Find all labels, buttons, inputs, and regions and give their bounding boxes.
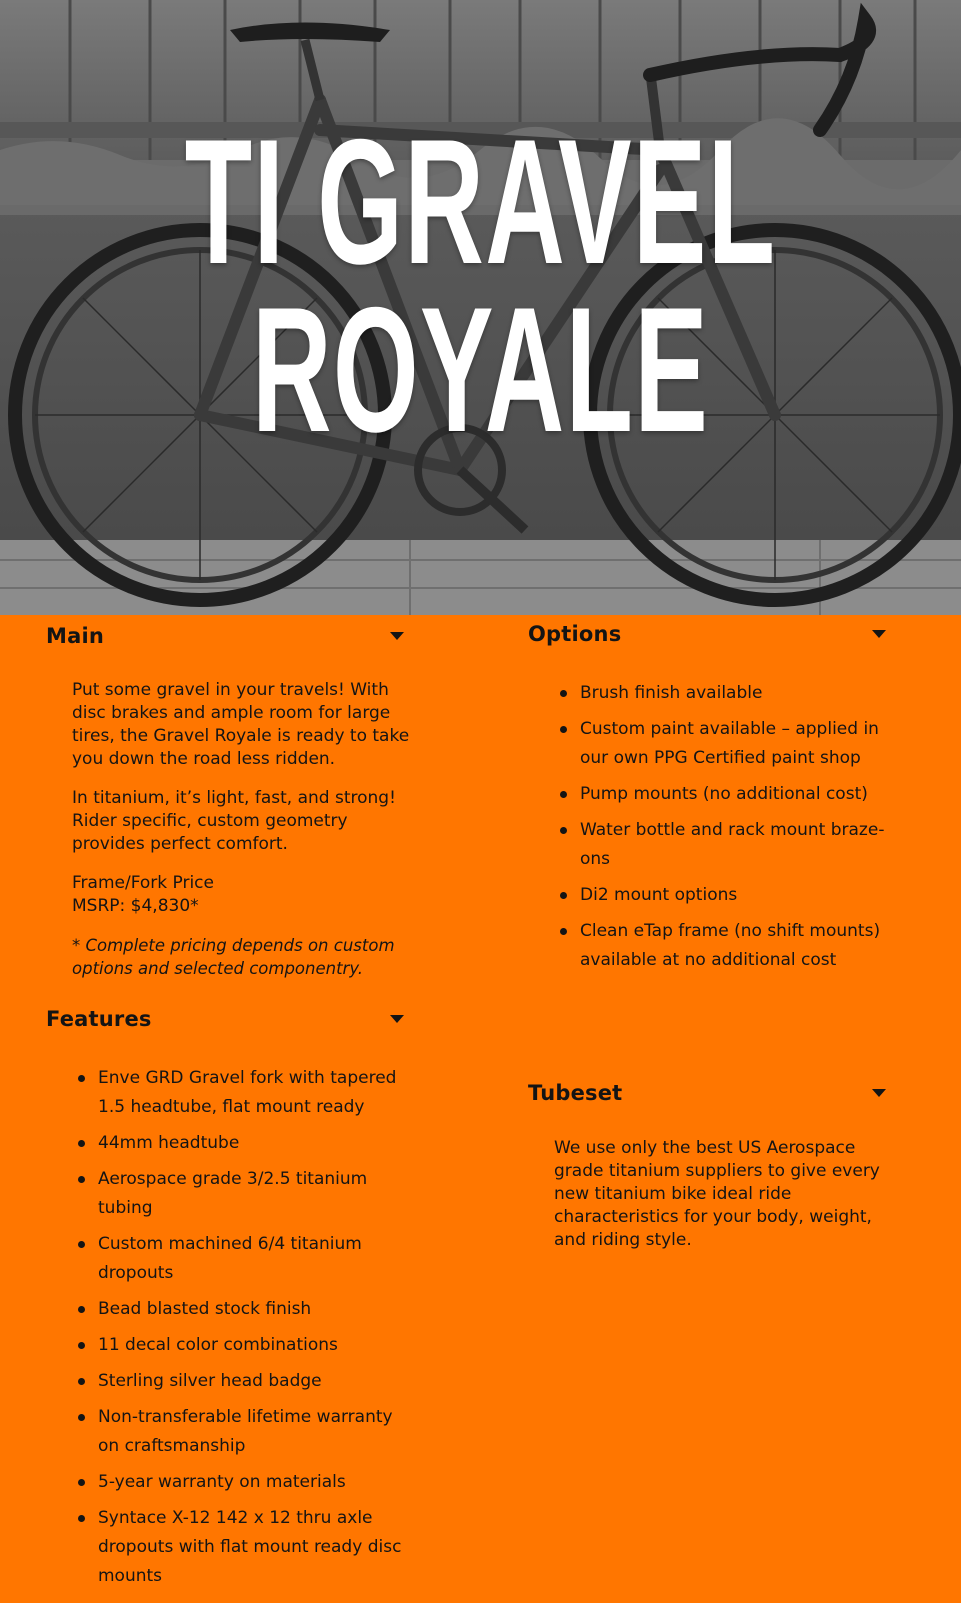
list-item: Di2 mount options <box>530 881 890 910</box>
tubeset-section-toggle[interactable] <box>528 1073 890 1113</box>
options-section-title: Options <box>528 622 622 646</box>
list-item: 5-year warranty on materials <box>48 1468 408 1497</box>
features-section-title: Features <box>46 1007 152 1031</box>
list-item: Custom machined 6/4 titanium dropouts <box>48 1230 408 1288</box>
price-block <box>72 872 412 918</box>
hero-title-line2: ROYALE <box>251 270 710 469</box>
options-section-toggle[interactable] <box>528 614 890 654</box>
tubeset-section-title: Tubeset <box>528 1081 623 1105</box>
list-item: Syntace X-12 142 x 12 thru axle dropouts with flat mount ready disc mounts <box>48 1504 408 1591</box>
list-item: Clean eTap frame (no shift mounts) available at no additional cost <box>530 917 890 975</box>
list-item: Custom paint available – applied in our own PPG Certified paint shop <box>530 715 890 773</box>
options-section-content <box>530 679 890 982</box>
main-section-toggle[interactable] <box>46 616 408 656</box>
price-label: Frame/Fork Price <box>72 873 214 893</box>
tubeset-paragraph: We use only the best US Aerospace grade titanium suppliers to give every new titanium bike ideal ride characteristics for your body, weight, and riding style. <box>554 1138 880 1250</box>
list-item: Bead blasted stock finish <box>48 1295 408 1324</box>
options-list <box>530 679 890 975</box>
list-item: Pump mounts (no additional cost) <box>530 780 890 809</box>
hero-banner <box>0 0 961 615</box>
features-section-content <box>48 1064 408 1598</box>
caret-down-icon <box>872 630 886 638</box>
main-paragraph-1: Put some gravel in your travels! With disc brakes and ample room for large tires, the Gravel Royale is ready to take you down the road less ridden. <box>72 680 410 769</box>
caret-down-icon <box>390 1015 404 1023</box>
list-item: 44mm headtube <box>48 1129 408 1158</box>
hero-title-line1: TI GRAVEL <box>184 102 777 301</box>
list-item: Sterling silver head badge <box>48 1367 408 1396</box>
price-value: MSRP: $4,830* <box>72 896 199 916</box>
hero-title <box>183 102 779 469</box>
main-section-content <box>72 679 412 996</box>
caret-down-icon <box>390 632 404 640</box>
pricing-note: * Complete pricing depends on custom options and selected componentry. <box>72 936 395 978</box>
list-item: Water bottle and rack mount braze-ons <box>530 816 890 874</box>
list-item: 11 decal color combinations <box>48 1331 408 1360</box>
list-item: Non-transferable lifetime warranty on craftsmanship <box>48 1403 408 1461</box>
main-section-title: Main <box>46 624 105 648</box>
list-item: Enve GRD Gravel fork with tapered 1.5 headtube, flat mount ready <box>48 1064 408 1122</box>
features-list <box>48 1064 408 1591</box>
tubeset-section-content <box>554 1137 884 1268</box>
caret-down-icon <box>872 1089 886 1097</box>
main-paragraph-2: In titanium, it’s light, fast, and strong! Rider specific, custom geometry provides perfect comfort. <box>72 788 396 854</box>
list-item: Aerospace grade 3/2.5 titanium tubing <box>48 1165 408 1223</box>
list-item: Brush finish available <box>530 679 890 708</box>
features-section-toggle[interactable] <box>46 999 408 1039</box>
